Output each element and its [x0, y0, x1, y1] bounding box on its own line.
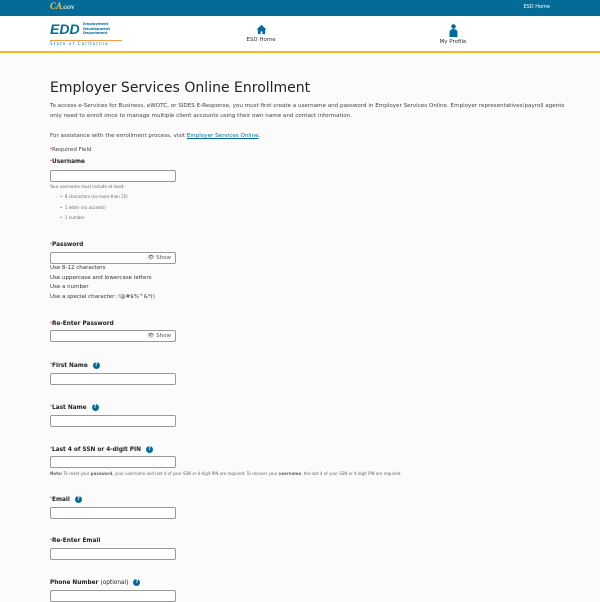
assistance-text: For assistance with the enrollment process, visit Employer Services Online. — [50, 133, 261, 139]
home-icon — [256, 24, 267, 35]
esd-home-link[interactable]: ESD Home — [523, 4, 550, 10]
username-rule: • 8 characters (no more than 15) — [60, 194, 128, 199]
page-title: Employer Services Online Enrollment — [50, 80, 311, 96]
required-note: *Required Field — [50, 147, 92, 153]
username-rule: • 1 number — [60, 215, 85, 220]
password-rules: Use 8-12 characters Use uppercase and lowercase letters Use a number Use a special character: !@#$%^&*() — [50, 265, 155, 300]
username-input[interactable] — [50, 170, 176, 182]
eye-icon: 👁 — [147, 255, 155, 261]
intro-text: To access e-Services for Business, eWOTC, or SIDES E-Response, you must first create a username and password in Employer Services Online. Employer representatives/payroll agents only need to enroll once to manage multiple client accounts using their own name and contact information. — [50, 103, 565, 119]
phone-label: Phone Number (optional) ? — [50, 579, 140, 586]
top-bar — [0, 0, 600, 16]
ssn-input[interactable] — [50, 456, 176, 468]
username-rule: • 1 letter (no accents) — [60, 205, 106, 210]
last-name-input[interactable] — [50, 415, 176, 427]
ca-gov-logo[interactable]: CA.GOV — [50, 1, 75, 11]
show-password-toggle[interactable]: 👁 Show — [147, 333, 171, 339]
help-icon[interactable]: ? — [75, 496, 82, 503]
password-input[interactable] — [50, 252, 176, 264]
nav-esd-home[interactable]: ESD Home — [231, 24, 291, 43]
help-icon[interactable]: ? — [146, 446, 153, 453]
help-icon[interactable]: ? — [93, 362, 100, 369]
first-name-input[interactable] — [50, 373, 176, 385]
nav-my-profile[interactable]: My Profile — [423, 24, 483, 45]
ssn-label: *Last 4 of SSN or 4-digit PIN ? — [50, 446, 153, 453]
last-name-label: *Last Name ? — [50, 404, 99, 411]
email-label: *Email ? — [50, 496, 82, 503]
user-icon — [448, 24, 459, 37]
show-password-toggle[interactable]: 👁 Show — [147, 255, 171, 261]
employer-services-online-link[interactable]: Employer Services Online — [186, 133, 259, 139]
password-label: *Password — [50, 242, 84, 248]
email-input[interactable] — [50, 507, 176, 519]
header — [0, 16, 600, 53]
help-icon[interactable]: ? — [133, 579, 140, 586]
ssn-note: Note: To reset your password, your username and last 4 of your SSN or 4-digit PIN are required. To recover your username, the last 4 of your SSN or 4-digit PIN are required. — [50, 471, 402, 476]
reenter-email-label: *Re-Enter Email — [50, 538, 101, 544]
help-icon[interactable]: ? — [92, 404, 99, 411]
eye-icon: 👁 — [147, 333, 155, 339]
edd-logo[interactable]: EDD Employment Development Department State of California — [50, 21, 122, 47]
username-hint: Your username must include at least: — [50, 184, 125, 189]
first-name-label: *First Name ? — [50, 362, 100, 369]
reenter-password-input[interactable] — [50, 330, 176, 342]
username-label: *Username — [50, 159, 85, 165]
reenter-password-label: *Re-Enter Password — [50, 321, 114, 327]
phone-input[interactable] — [50, 590, 176, 602]
reenter-email-input[interactable] — [50, 548, 176, 560]
